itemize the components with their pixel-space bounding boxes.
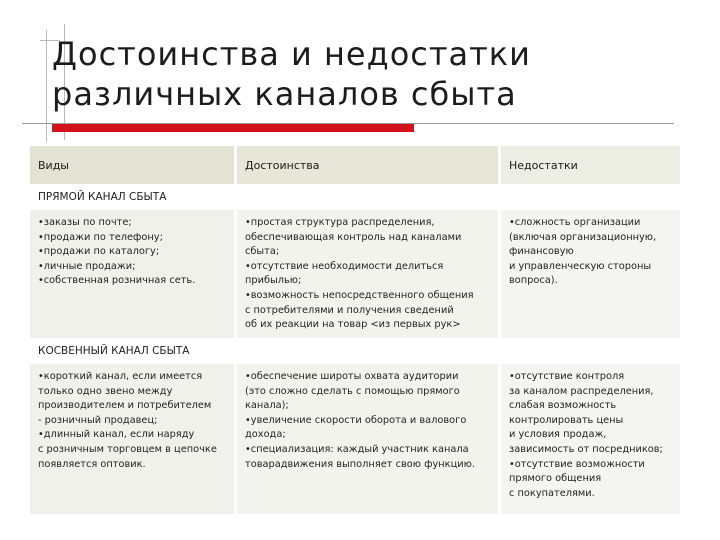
cell-advantages-indirect: •обеспечение широты охвата аудитории (это сложно сделать с помощью прямого канала); •увеличение скорости оборота и валового дохода; •специализация: каждый участник канала товарадвижения выполняет свою функцию.	[234, 364, 498, 514]
slide-title	[52, 34, 531, 114]
section-label-direct: ПРЯМОЙ КАНАЛ СБЫТА	[30, 184, 680, 210]
header-disadvantages: Недостатки	[498, 146, 680, 184]
section-row-direct	[30, 184, 680, 210]
table-row	[30, 364, 680, 514]
table-header-row	[30, 146, 680, 184]
slide-title-line-1: Достоинства и недостатки	[52, 35, 531, 73]
channels-table	[30, 146, 680, 514]
frame-left-line	[46, 30, 47, 142]
header-advantages: Достоинства	[234, 146, 498, 184]
section-row-indirect	[30, 338, 680, 364]
cell-advantages-direct: •простая структура распределения, обеспечивающая контроль над каналами сбыта; •отсутствие необходимости делиться прибылью; •возможность непосредственного общения с потребителями и получения сведений об их реакции на товар <из первых рук>	[234, 210, 498, 338]
cell-disadvantages-indirect: •отсутствие контроля за каналом распределения, слабая возможность контролировать цены и условия продаж, зависимость от посредников; •отсутствие возможности прямого общения с покупателями.	[498, 364, 680, 514]
table-row	[30, 210, 680, 338]
header-types: Виды	[30, 146, 234, 184]
title-underline-red	[52, 124, 414, 132]
cell-types-direct: •заказы по почте; •продажи по телефону; •продажи по каталогу; •личные продажи; •собственная розничная сеть.	[30, 210, 234, 338]
cell-disadvantages-direct: •сложность организации (включая организационную, финансовую и управленческую стороны вопроса).	[498, 210, 680, 338]
slide-title-line-2: различных каналов сбыта	[52, 75, 517, 113]
cell-types-indirect: •короткий канал, если имеется только одно звено между производителем и потребителем - розничный продавец; •длинный канал, если наряду с розничным торговцем в цепочке появляется оптовик.	[30, 364, 234, 514]
section-label-indirect: КОСВЕННЫЙ КАНАЛ СБЫТА	[30, 338, 680, 364]
